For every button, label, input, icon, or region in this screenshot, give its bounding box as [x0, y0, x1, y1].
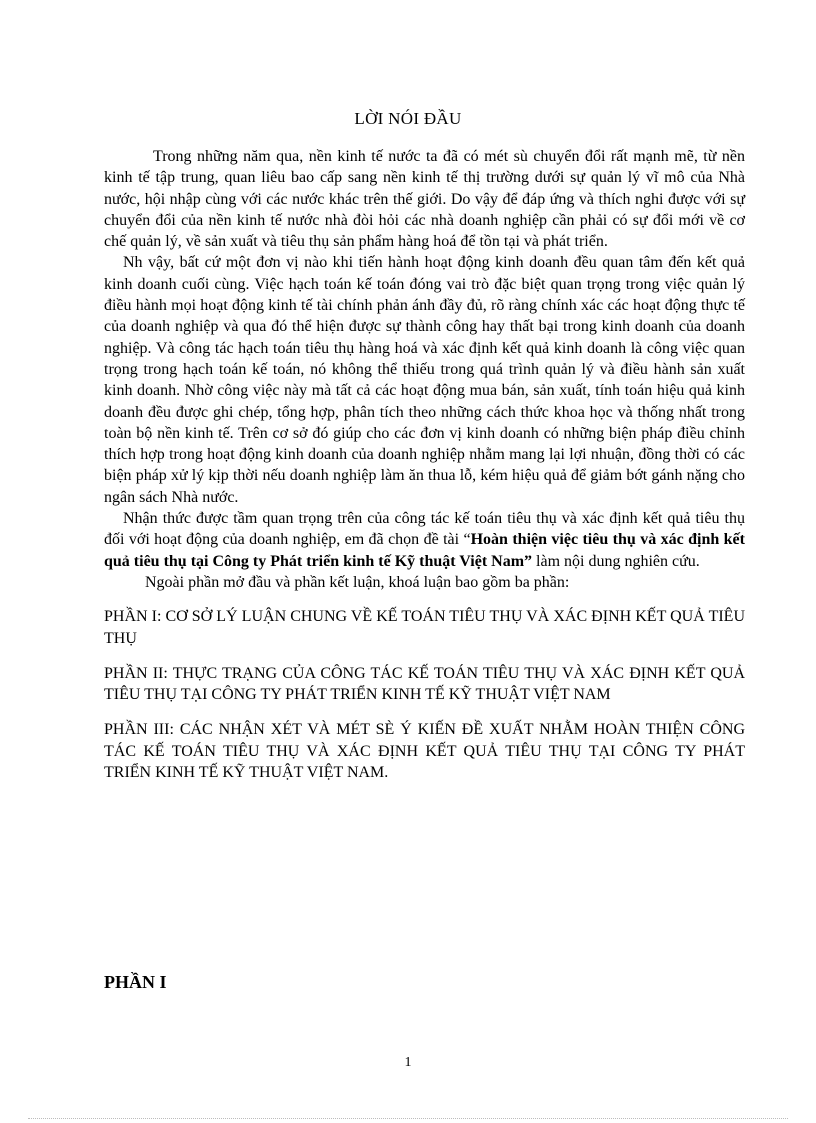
- page-title: LỜI NÓI ĐẦU: [354, 109, 462, 128]
- document-body: [104, 146, 745, 783]
- part-heading-1: PHẦN I: CƠ SỞ LÝ LUẬN CHUNG VỀ KẾ TOÁN TIÊU THỤ VÀ XÁC ĐỊNH KẾT QUẢ TIÊU THỤ: [104, 608, 745, 647]
- topic-trail-text: làm nội dung nghiên cứu.: [532, 552, 700, 570]
- topic-title: Hoàn thiện việc tiêu thụ và xác định kết quả tiêu thụ tại Công ty Phát triển kinh tế Kỹ thuật Việt Nam”: [104, 531, 745, 570]
- paragraph-accounting-role: Nh vậy, bất cứ một đơn vị nào khi tiến hành hoạt động kinh doanh đều quan tâm đến kết quả kinh doanh cuối cùng. Việc hạch toán kế toán đóng vai trò đặc biệt quan trọng trong việc quản lý điều hành mọi hoạt động kinh tế tài chính phản ánh đầy đủ, rõ ràng chính xác các hoạt động thực tế của doanh nghiệp và qua đó thể hiện được sự thành công hay thất bại trong kinh doanh của doanh nghiệp. Và công tác hạch toán tiêu thụ hàng hoá và xác định kết quả kinh doanh là công việc quan trọng trong hạch toán kế toán, nó không thể thiếu trong quá trình quản lý và điều hành sản xuất kinh doanh. Nhờ công việc này mà tất cả các hoạt động mua bán, sản xuất, tính toán hiệu quả kinh doanh đều được ghi chép, tổng hợp, phân tích theo những cách thức khoa học và thống nhất trong toàn bộ nền kinh tế. Trên cơ sở đó giúp cho các đơn vị kinh doanh có những biện pháp điều chỉnh thích hợp trong hoạt động kinh doanh của doanh nghiệp nhằm mang lại lợi nhuận, đồng thời có các biện pháp xử lý kịp thời nếu doanh nghiệp làm ăn thua lỗ, kém hiệu quả để giảm bớt gánh nặng cho ngân sách Nhà nước.: [104, 254, 745, 506]
- part-heading-3: PHẦN III: CÁC NHẬN XÉT VÀ MÉT SÈ Ý KIẾN ĐỀ XUẤT NHẰM HOÀN THIỆN CÔNG TÁC KẾ TOÁN TIÊU THỤ VÀ XÁC ĐỊNH KẾT QUẢ TIÊU THỤ TẠI CÔNG TY PHÁT TRIỂN KINH TẾ KỸ THUẬT VIỆT NAM.: [104, 721, 745, 782]
- paragraph-intro: Trong những năm qua, nền kinh tế nước ta đã có mét sù chuyển đổi rất mạnh mẽ, từ nền kinh tế tập trung, quan liêu bao cấp sang nền kinh tế thị trường dưới sự quản lý vĩ mô của Nhà nước, hội nhập cùng với các nước khác trên thế giới. Do vậy để đáp ứng và thích nghi được với sự chuyển đổi của nền kinh tế nước nhà đòi hỏi các nhà doanh nghiệp cần phải có sự đổi mới về cơ chế quản lý, về sản xuất và tiêu thụ sản phẩm hàng hoá để tồn tại và phát triển.: [104, 148, 745, 251]
- part-heading-2: PHẦN II: THỰC TRẠNG CỦA CÔNG TÁC KẾ TOÁN TIÊU THỤ VÀ XÁC ĐỊNH KẾT QUẢ TIÊU THỤ TẠI CÔNG TY PHÁT TRIỂN KINH TẾ KỸ THUẬT VIỆT NAM: [104, 664, 745, 704]
- page-number: 1: [404, 1055, 412, 1070]
- section-title: PHẦN I: [104, 972, 167, 992]
- topic-lead-text: Nhận thức được tầm quan trọng trên của công tác kế toán tiêu thụ và xác định kết quả tiêu thụ đối với hoạt động của doanh nghiệp, em đã chọn đề tài “: [104, 510, 745, 549]
- page-bottom-divider: [28, 1118, 788, 1119]
- paragraph-topic: [104, 508, 745, 572]
- paragraph-structure: Ngoài phần mở đầu và phần kết luận, khoá luận bao gồm ba phần:: [145, 573, 570, 591]
